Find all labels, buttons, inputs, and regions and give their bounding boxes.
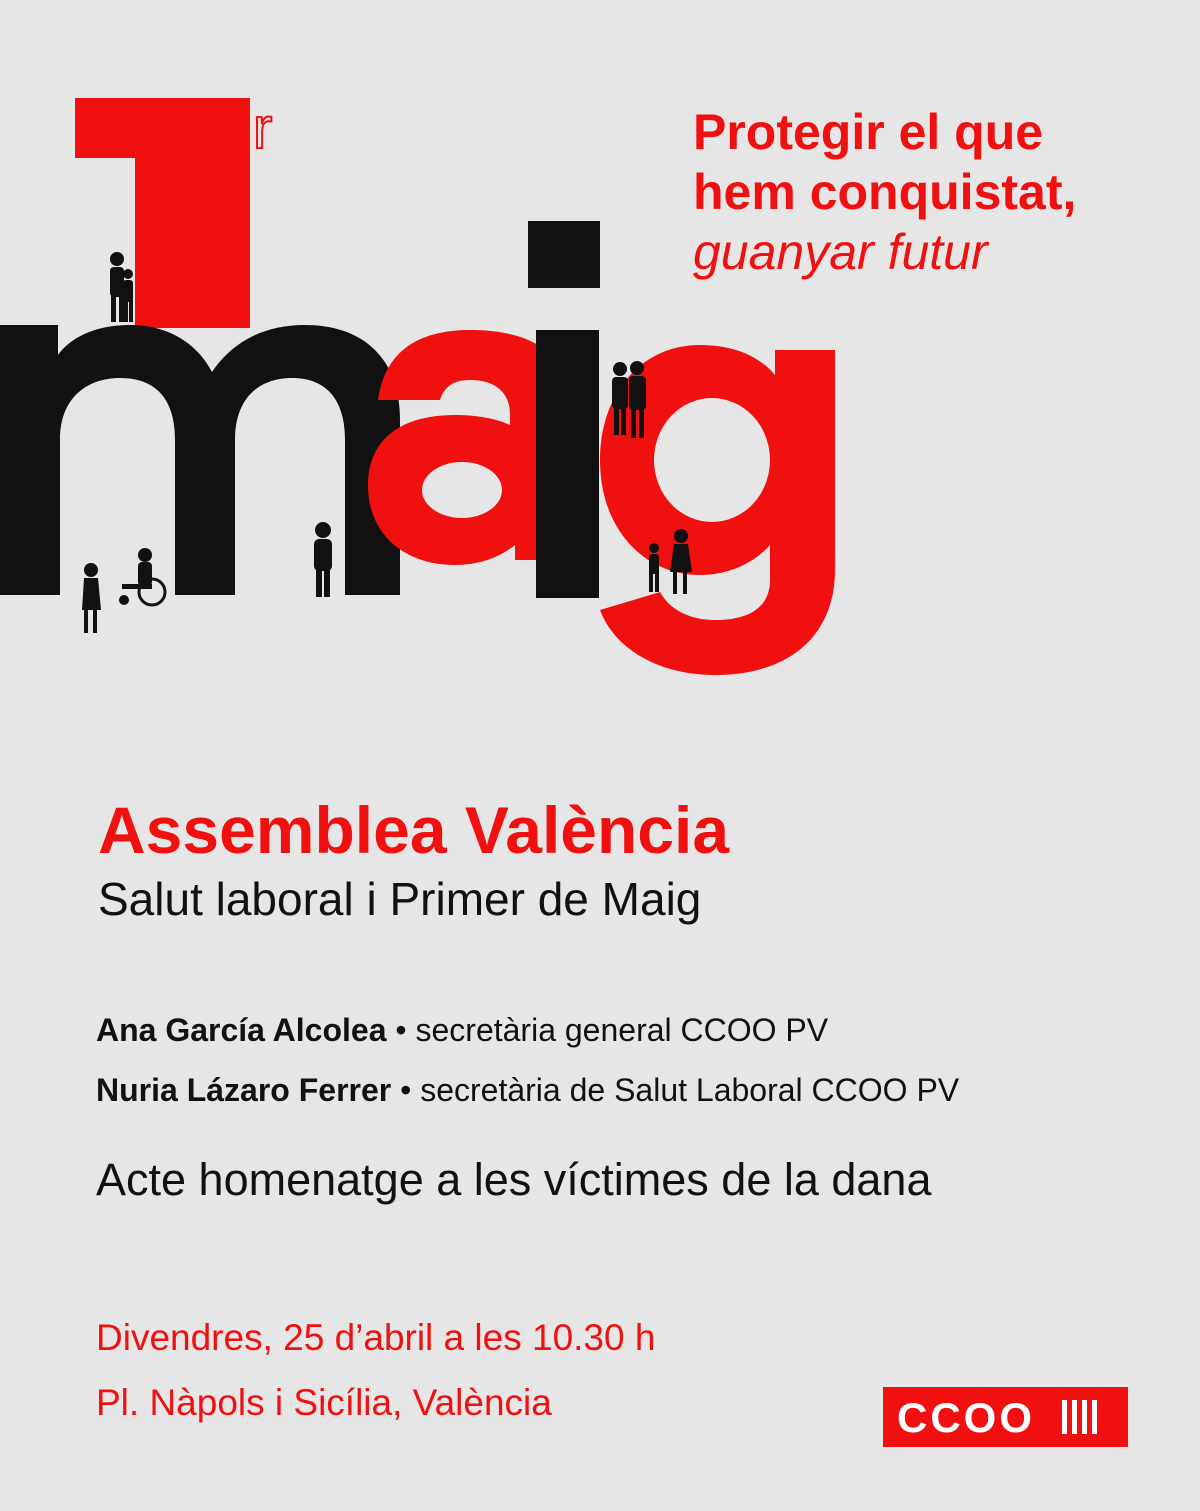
- tagline-line-1: Protegir el que: [693, 104, 1044, 160]
- speaker-role: secretària general CCOO PV: [415, 1012, 829, 1048]
- logo-text: CCOO: [897, 1394, 1035, 1441]
- event-place: Pl. Nàpols i Sicília, València: [96, 1382, 552, 1423]
- speaker-row: [96, 1072, 959, 1109]
- speaker-role: secretària de Salut Laboral CCOO PV: [420, 1072, 960, 1108]
- ordinal-suffix: r: [253, 96, 273, 161]
- event-subtitle: Salut laboral i Primer de Maig: [98, 873, 702, 925]
- ordinal-one-shape: [75, 98, 250, 328]
- speaker-row: [96, 1012, 828, 1049]
- tagline-line-3: guanyar futur: [693, 224, 988, 280]
- event-date: Divendres, 25 d’abril a les 10.30 h: [96, 1317, 656, 1358]
- speaker-name: Nuria Lázaro Ferrer: [96, 1072, 392, 1108]
- letter-m: [0, 325, 400, 595]
- speaker-separator: •: [400, 1072, 412, 1108]
- speaker-name: Ana García Alcolea: [96, 1012, 387, 1048]
- event-title: Assemblea València: [98, 793, 730, 867]
- speaker-separator: •: [395, 1012, 407, 1048]
- tribute-text: Acte homenatge a les víctimes de la dana: [96, 1154, 932, 1205]
- letter-i: [528, 221, 600, 598]
- tagline: [693, 102, 1076, 282]
- ccoo-logo: [883, 1387, 1128, 1447]
- tagline-line-2: hem conquistat,: [693, 164, 1077, 220]
